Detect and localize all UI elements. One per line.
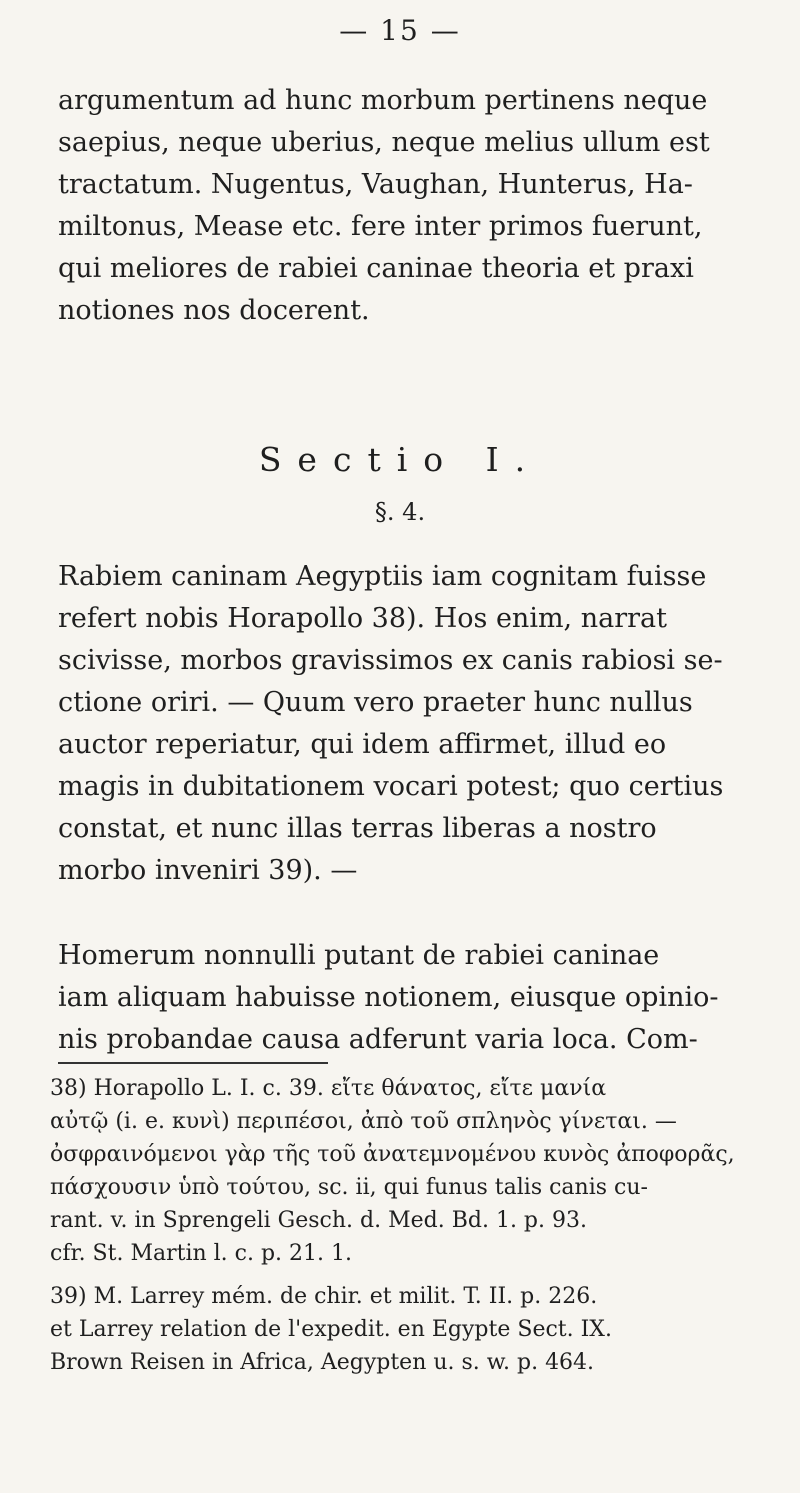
paragraph-intro bbox=[58, 80, 758, 332]
text-line: ctione oriri. — Quum vero praeter hunc nullus bbox=[58, 687, 693, 718]
text-line: morbo inveniri 39). — bbox=[58, 855, 358, 886]
text-line: argumentum ad hunc morbum pertinens neque bbox=[58, 85, 708, 116]
footnote-38 bbox=[50, 1072, 760, 1270]
text-line: refert nobis Horapollo 38). Hos enim, narrat bbox=[58, 603, 667, 634]
footnote-line: et Larrey relation de l'expedit. en Egypte Sect. IX. bbox=[50, 1317, 612, 1342]
paragraph-horapollo bbox=[58, 556, 758, 892]
footnote-line: πάσχουσιν ὑπὸ τούτου, sc. ii, qui funus talis canis cu- bbox=[50, 1175, 648, 1200]
footnote-line: αὐτῷ (i. e. κυνὶ) περιπέσοι, ἀπὸ τοῦ σπληνὸς γίνεται. — bbox=[50, 1109, 677, 1134]
text-line: scivisse, morbos gravissimos ex canis rabiosi se- bbox=[58, 645, 723, 676]
text-line: auctor reperiatur, qui idem affirmet, illud eo bbox=[58, 729, 667, 760]
footnote-divider bbox=[58, 1062, 328, 1064]
page-number: — 15 — bbox=[339, 14, 461, 47]
footnote-line: 38) Horapollo L. I. c. 39. εἴτε θάνατος, εἴτε μανία bbox=[50, 1076, 607, 1101]
text-line: tractatum. Nugentus, Vaughan, Hunterus, Ha- bbox=[58, 169, 693, 200]
paragraph-homerum bbox=[58, 935, 758, 1061]
footnote-line: rant. v. in Sprengeli Gesch. d. Med. Bd. 1. p. 93. bbox=[50, 1208, 587, 1233]
text-line: constat, et nunc illas terras liberas a nostro bbox=[58, 813, 657, 844]
text-line: qui meliores de rabiei caninae theoria et praxi bbox=[58, 253, 694, 284]
paragraph-number: §. 4. bbox=[374, 498, 426, 526]
footnote-line: Brown Reisen in Africa, Aegypten u. s. w. p. 464. bbox=[50, 1350, 595, 1375]
footnotes bbox=[50, 1072, 760, 1389]
text-line: magis in dubitationem vocari potest; quo certius bbox=[58, 771, 724, 802]
text-line: Homerum nonnulli putant de rabiei caninae bbox=[58, 940, 660, 971]
footnote-line: 39) M. Larrey mém. de chir. et milit. T. II. p. 226. bbox=[50, 1284, 598, 1309]
text-line: miltonus, Mease etc. fere inter primos fuerunt, bbox=[58, 211, 703, 242]
text-line: saepius, neque uberius, neque melius ullum est bbox=[58, 127, 710, 158]
footnote-39 bbox=[50, 1280, 760, 1379]
text-line: notiones nos docerent. bbox=[58, 295, 370, 326]
section-title: Sectio I. bbox=[258, 440, 542, 479]
text-line: iam aliquam habuisse notionem, eiusque opinio- bbox=[58, 982, 719, 1013]
text-line: Rabiem caninam Aegyptiis iam cognitam fuisse bbox=[58, 561, 707, 592]
footnote-line: ὀσφραινόμενοι γὰρ τῆς τοῦ ἀνατεμνομένου κυνὸς ἀποφορᾶς, bbox=[50, 1142, 735, 1167]
footnote-line: cfr. St. Martin l. c. p. 21. 1. bbox=[50, 1241, 353, 1266]
text-line: nis probandae causa adferunt varia loca. Com- bbox=[58, 1024, 698, 1055]
